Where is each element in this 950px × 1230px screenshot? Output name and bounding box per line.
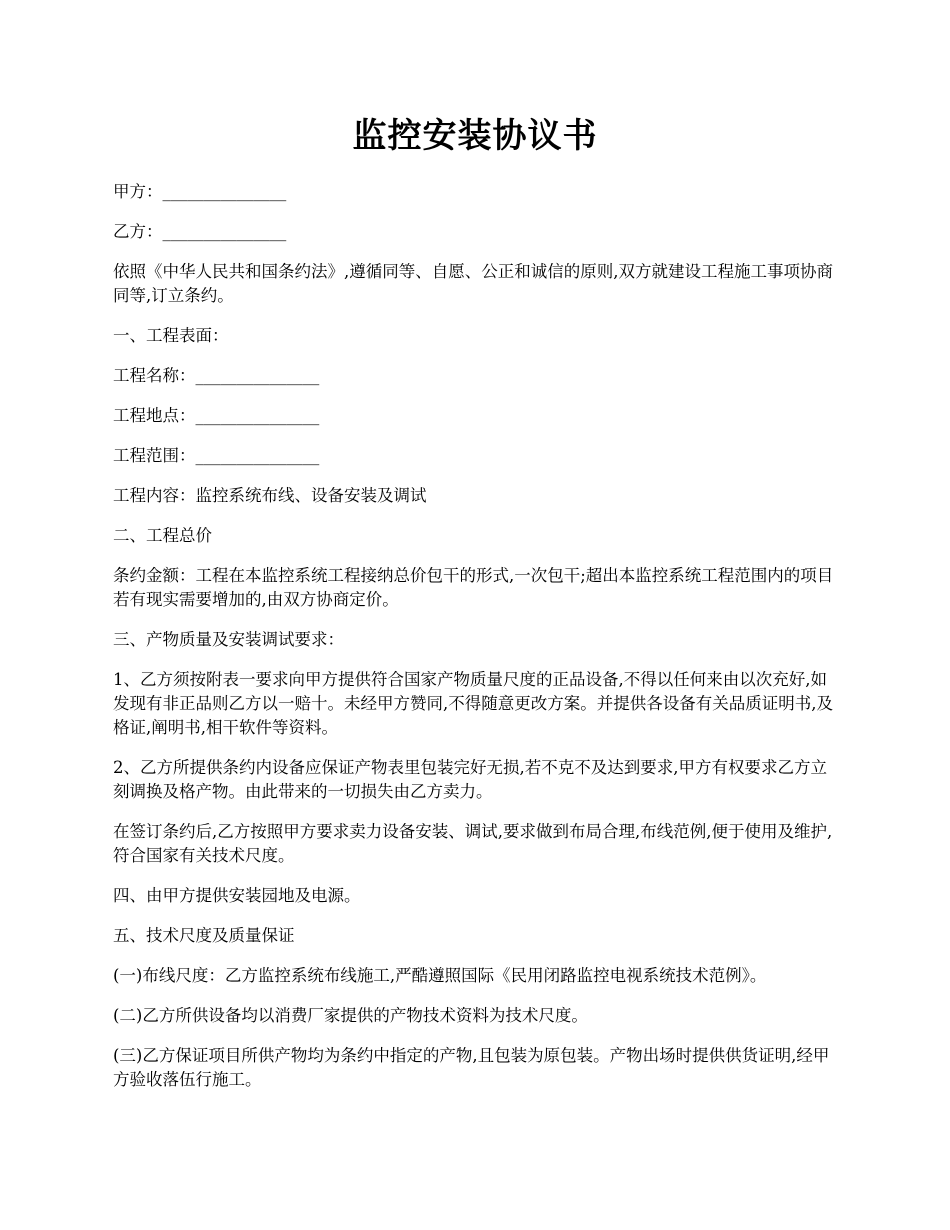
section-heading-2: 二、工程总价 [113,526,212,545]
clause-2-paragraph: 2、乙方所提供条约内设备应保证产物表里包装完好无损,若不克不及达到要求,甲方有权要求乙方立刻调换及格产物。由此带来的一切损失由乙方卖力。 [113,758,827,801]
section-heading-3: 三、产物质量及安装调试要求： [113,630,344,649]
party-b-line: 乙方：_______________ [113,222,287,241]
document-title: 监控安装协议书 [352,116,598,156]
section-heading-1: 一、工程表面： [113,326,229,345]
clause-1-paragraph: 1、乙方须按附表一要求向甲方提供符合国家产物质量尺度的正品设备,不得以任何来由以次充好,如发现有非正品则乙方以一赔十。未经甲方赞同,不得随意更改方案。并提供各设备有关品质证明书,及格证,阐明书,相干软件等资料。 [113,670,833,737]
document-body [113,180,843,1108]
intro-paragraph: 依照《中华人民共和国条约法》,遵循同等、自愿、公正和诚信的原则,双方就建设工程施工事项协商同等,订立条约。 [113,262,833,305]
section-heading-4: 四、由甲方提供安装园地及电源。 [113,886,361,905]
section-heading-5: 五、技术尺度及质量保证 [113,926,295,945]
project-location-line: 工程地点：_______________ [113,406,320,425]
project-content-line: 工程内容：监控系统布线、设备安装及调试 [113,486,427,505]
standard-3-paragraph: (三)乙方保证项目所供产物均为条约中指定的产物,且包装为原包装。产物出场时提供供货证明,经甲方验收落伍行施工。 [113,1046,830,1089]
installation-paragraph: 在签订条约后,乙方按照甲方要求卖力设备安装、调试,要求做到布局合理,布线范例,便于使用及维护,符合国家有关技术尺度。 [113,822,833,865]
standard-1-paragraph: (一)布线尺度：乙方监控系统布线施工,严酷遵照国际《民用闭路监控电视系统技术范例》。 [113,966,767,985]
project-scope-line: 工程范围：_______________ [113,446,320,465]
project-name-line: 工程名称：_______________ [113,366,320,385]
party-a-line: 甲方：_______________ [113,182,287,201]
contract-amount-paragraph: 条约金额：工程在本监控系统工程接纳总价包干的形式,一次包干;超出本监控系统工程范围内的项目若有现实需要增加的,由双方协商定价。 [113,566,834,609]
standard-2-paragraph: (二)乙方所供设备均以消费厂家提供的产物技术资料为技术尺度。 [113,1006,588,1025]
